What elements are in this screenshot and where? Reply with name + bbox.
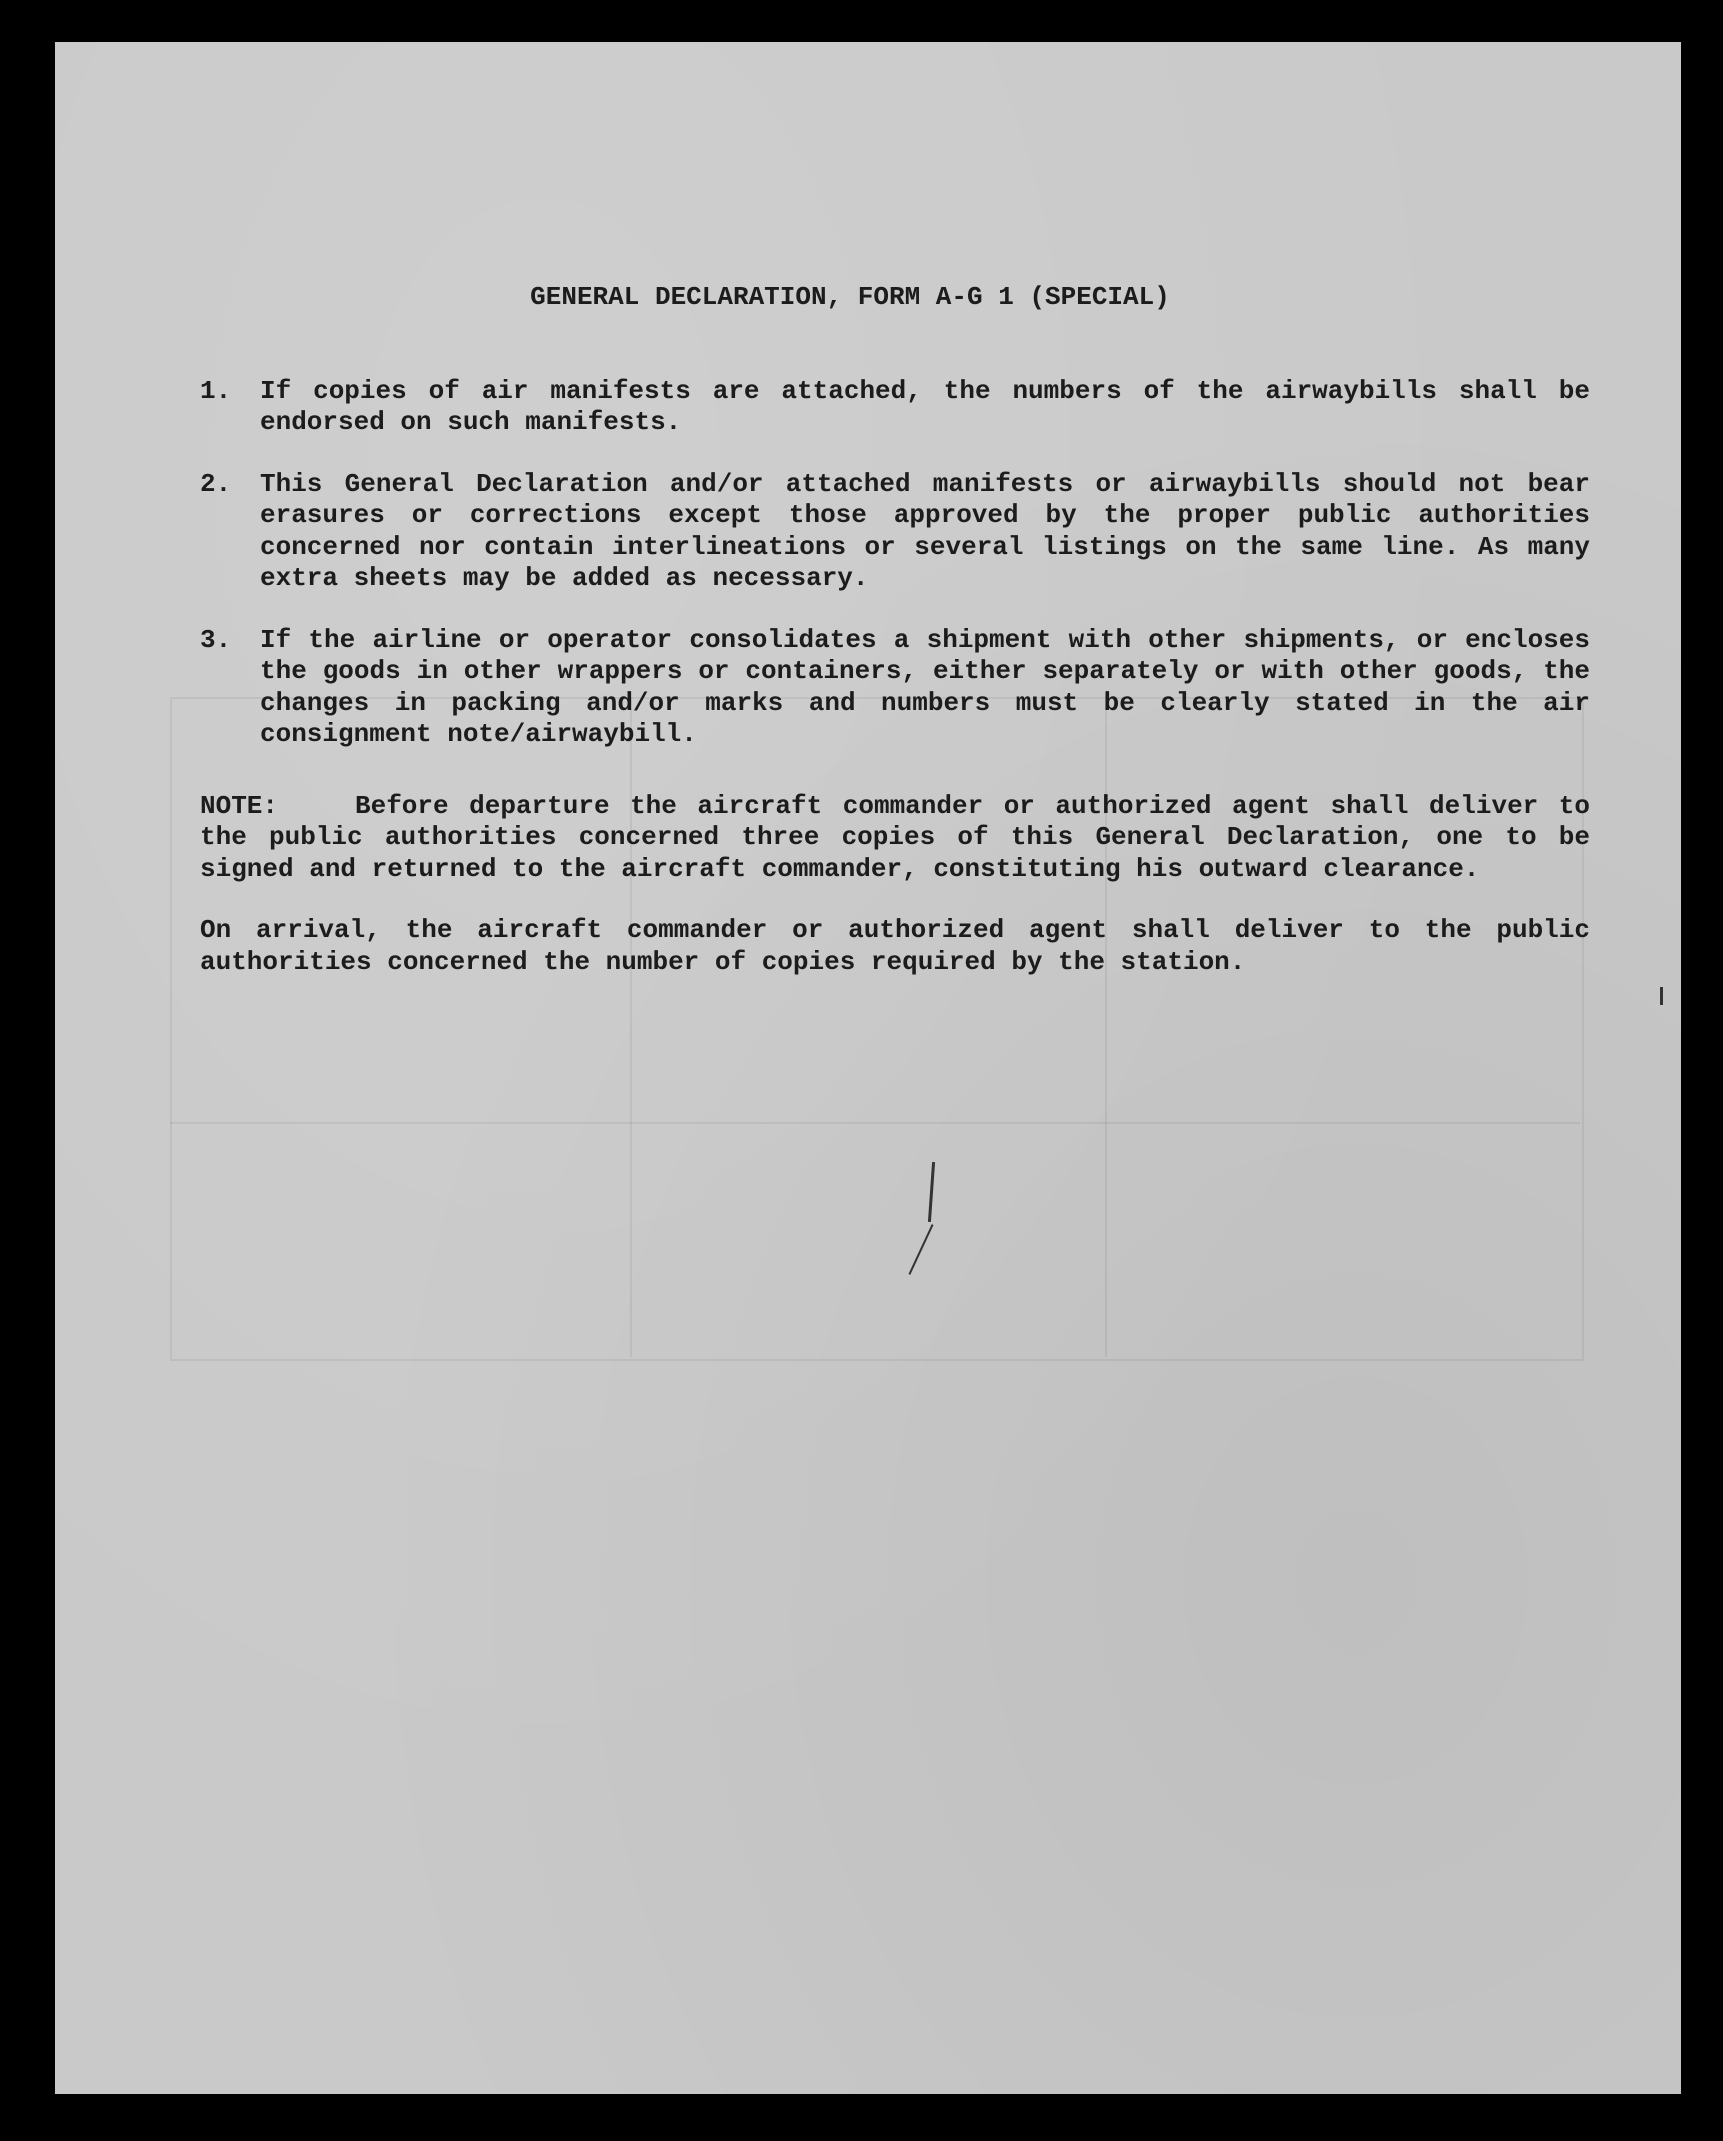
note-paragraph — [200, 791, 1590, 886]
arrival-paragraph: On arrival, the aircraft commander or authorized agent shall deliver to the public authorities concerned the number of copies required by the station. — [200, 915, 1590, 977]
item-number: 1. — [200, 375, 232, 406]
note-label: NOTE: — [200, 790, 279, 821]
list-item — [200, 625, 1590, 751]
document-page — [55, 42, 1681, 2094]
list-item — [200, 376, 1590, 439]
declaration-content — [200, 282, 1590, 978]
item-number: 3. — [200, 624, 232, 655]
item-number: 2. — [200, 468, 232, 499]
bleed-through-line — [170, 1122, 1580, 1124]
item-text: If the airline or operator consolidates a shipment with other shipments, or encloses the goods in other wrappers or containers, either separately or with other goods, the changes in packing and/or marks and numbers must be clearly stated in the air consignment note/airwaybill. — [260, 624, 1590, 749]
edge-mark — [1660, 987, 1663, 1005]
item-text: If copies of air manifests are attached, the numbers of the airwaybills shall be endorsed on such manifests. — [260, 375, 1590, 437]
list-item — [200, 469, 1590, 595]
item-text: This General Declaration and/or attached manifests or airwaybills should not bear erasures or corrections except those approved by the proper public authorities concerned nor contain interlineations or several listings on the same line. As many extra sheets may be added as necessary. — [260, 468, 1590, 593]
page-title: GENERAL DECLARATION, FORM A-G 1 (SPECIAL) — [530, 282, 1170, 312]
note-text: Before departure the aircraft commander or authorized agent shall deliver to the public authorities concerned three copies of this General Declaration, one to be signed and returned to the aircraft commander, constituting his outward clearance. — [200, 790, 1590, 884]
